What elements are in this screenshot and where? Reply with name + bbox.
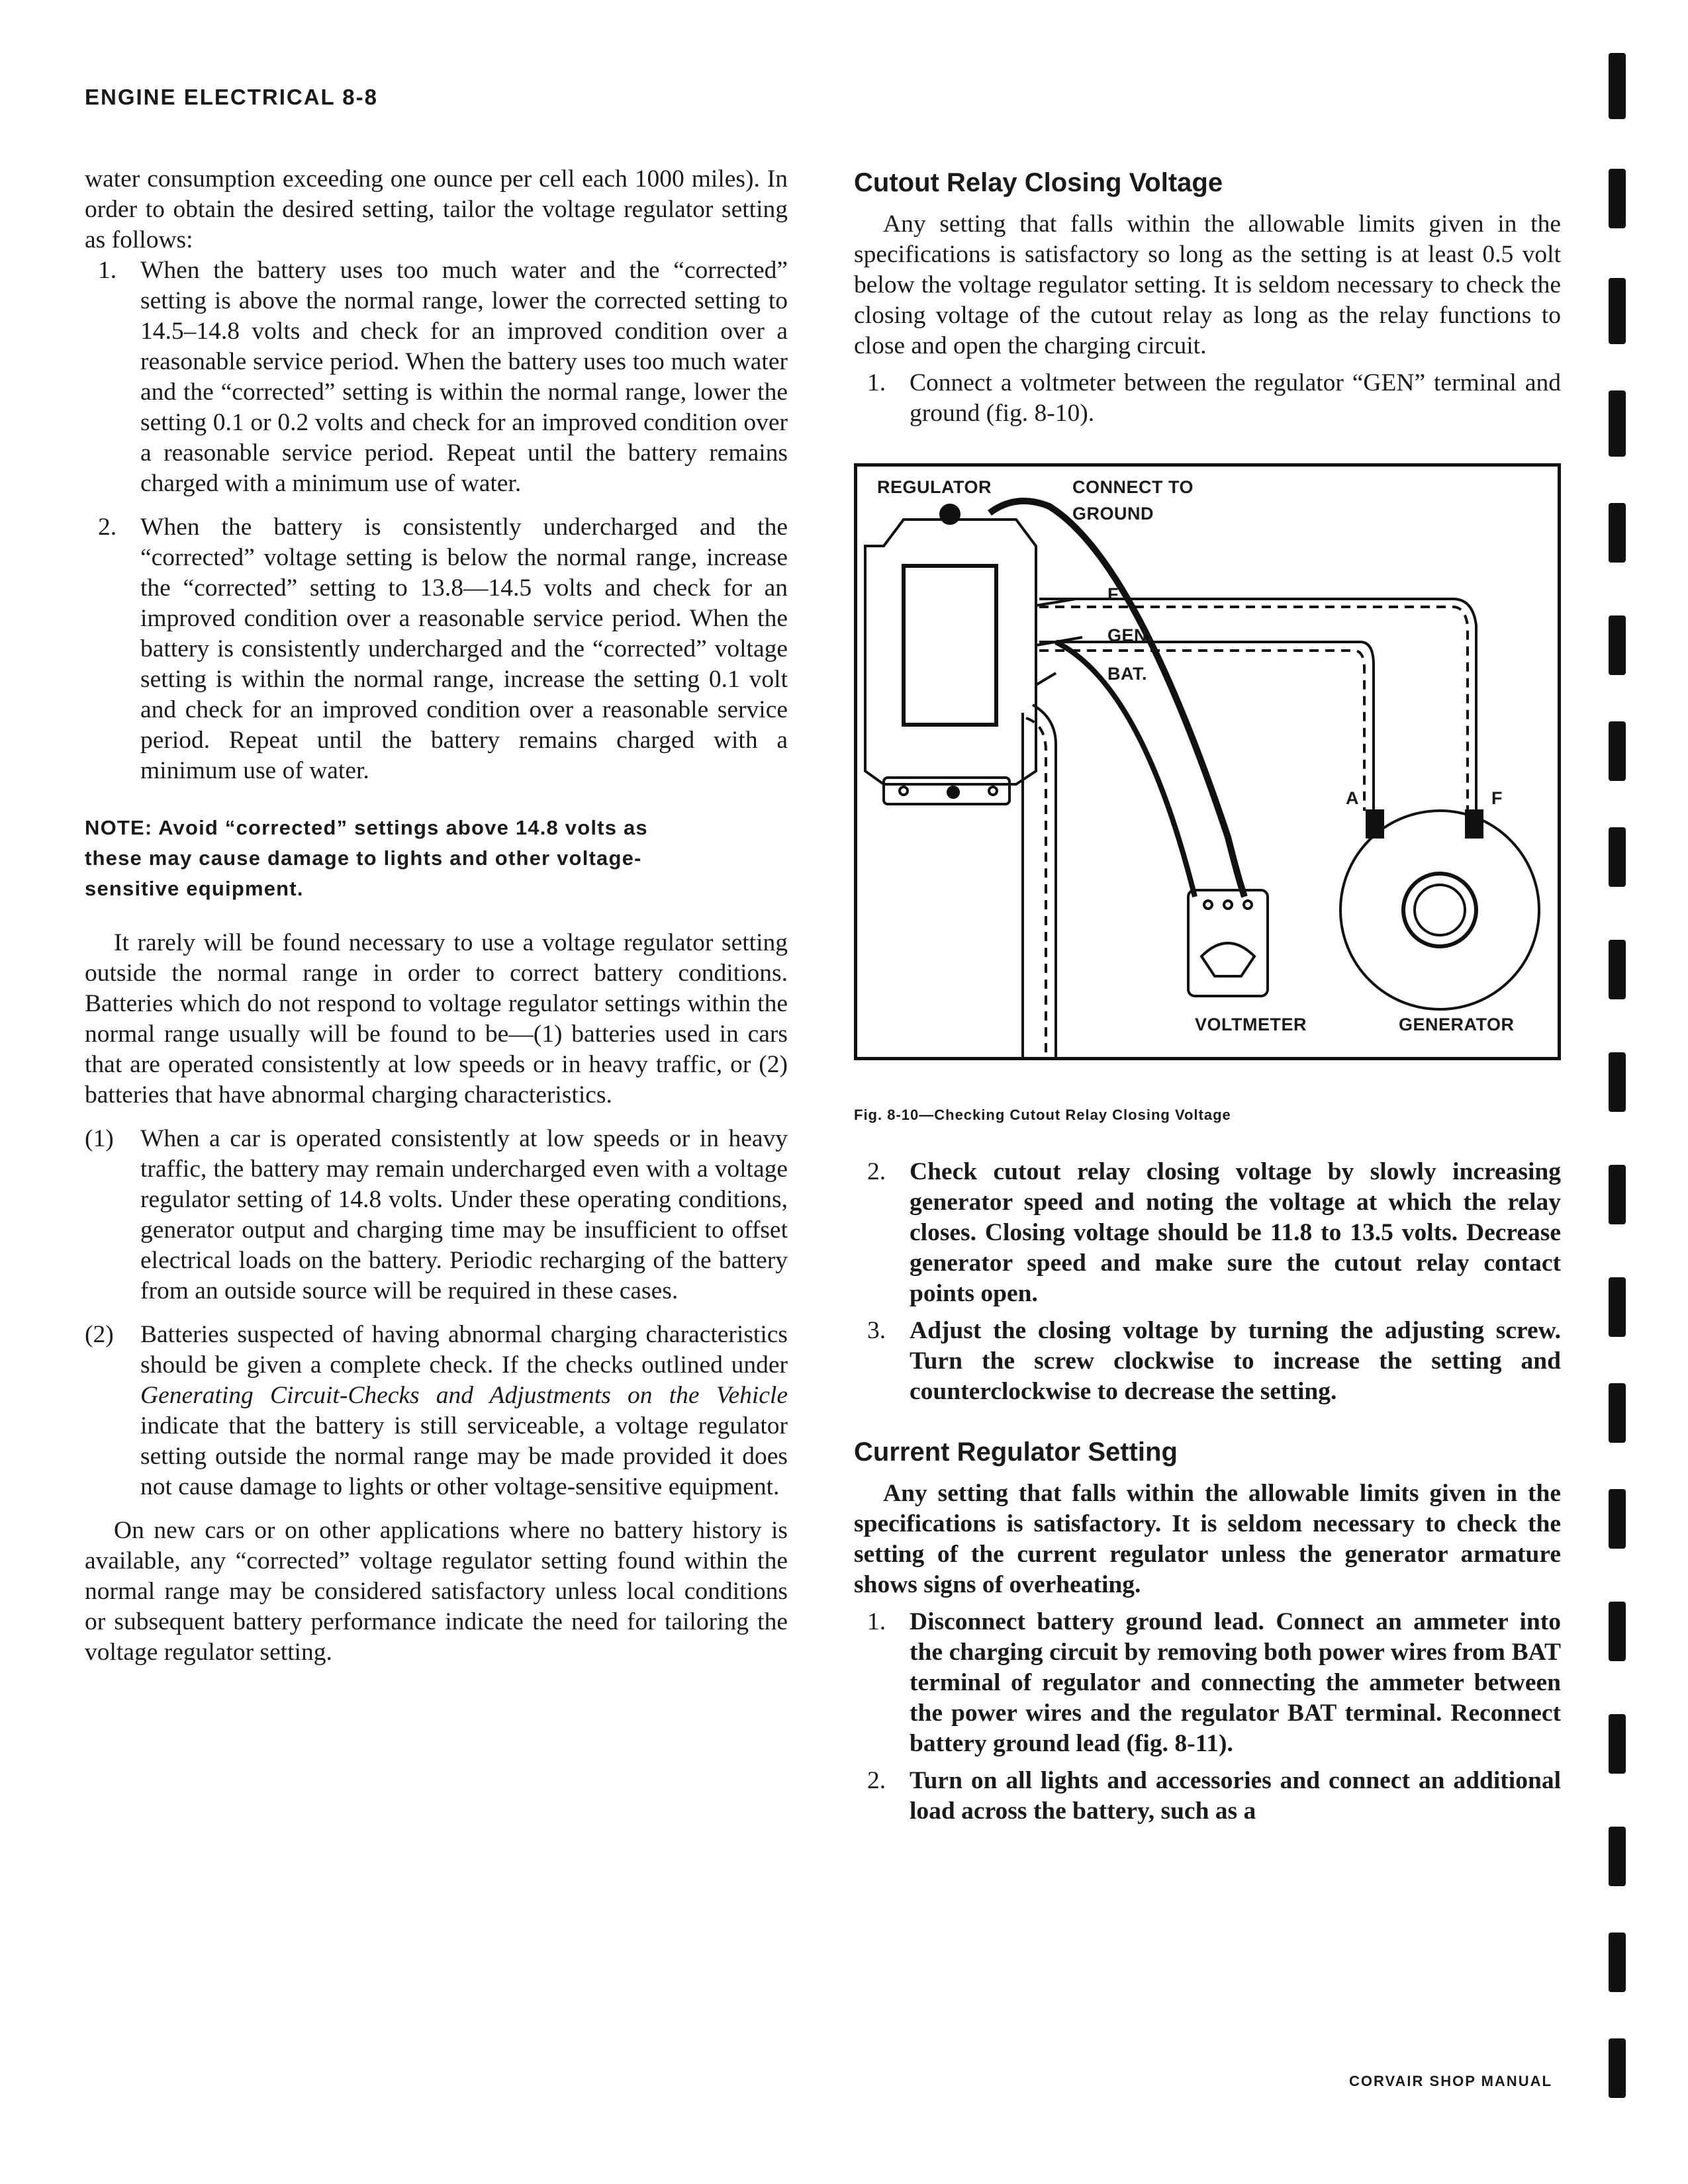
label-bat-terminal: BAT. [1107, 664, 1147, 684]
binder-mark [1609, 278, 1626, 344]
step-text: Check cutout relay closing voltage by slowly increasing generator speed and noting the voltage at which the relay closes. Closing voltage should be 11.8 to 13.5 volts. Decrease generator speed and make sure the cutout relay contact points open. [910, 1158, 1561, 1307]
binder-mark [1609, 1489, 1626, 1549]
binder-mark [1609, 1383, 1626, 1443]
binder-mark [1609, 615, 1626, 675]
label-connect-to: CONNECT TO [1072, 477, 1194, 497]
paragraph: Any setting that falls within the allowable limits given in the specifications is satisfactory so long as the setting is at least 0.5 volt below the voltage regulator setting. It is seldom necessary to check the closing voltage of the cutout relay as long as the relay functions to close and open the charging circuit. [854, 210, 1561, 359]
paragraph: It rarely will be found necessary to use a voltage regulator setting outside the normal range in order to correct battery conditions. Batteries which do not respond to voltage regulator settings within the normal range usually will be found to be—(1) batteries used in cars that are operated consistently at low speeds or in heavy traffic, or (2) batteries that have abnormal charging characteristics. [85, 929, 788, 1109]
note-text: NOTE: Avoid “corrected” settings above 14.8 volts as these may cause damage to lights and other voltage-sensitive equipment. [85, 816, 648, 900]
section-heading: Current Regulator Setting [854, 1437, 1178, 1467]
procedure-steps [854, 1607, 1561, 1827]
case-list [85, 1124, 788, 1502]
step-text: Connect a voltmeter between the regulator “GEN” terminal and ground (fig. 8-10). [910, 369, 1561, 427]
case-number: (2) [85, 1321, 114, 1348]
binder-mark [1609, 1165, 1626, 1224]
right-column [854, 164, 1561, 1827]
wiring-diagram [857, 467, 1558, 1057]
step-number: 1. [867, 369, 886, 396]
list-item [854, 1766, 1561, 1827]
list-item [85, 1124, 788, 1306]
binder-mark [1609, 940, 1626, 999]
list-item [854, 1157, 1561, 1309]
label-generator: GENERATOR [1399, 1015, 1515, 1034]
list-item [85, 255, 788, 499]
binder-mark [1609, 827, 1626, 887]
binder-mark [1609, 1933, 1626, 1992]
step-number: 2. [98, 514, 117, 541]
step-text: Disconnect battery ground lead. Connect an ammeter into the charging circuit by removing both power wires from BAT terminal of regulator and connecting the ammeter between the power wires and the regulator BAT terminal. Reconnect battery ground lead (fig. 8-11). [910, 1608, 1561, 1757]
paragraph: On new cars or on other applications where no battery history is available, any “corrected” voltage regulator setting found within the normal range may be considered satisfactory unless local conditions or subsequent battery performance indicate the need for tailoring the voltage regulator setting. [85, 1517, 788, 1666]
section-heading: Cutout Relay Closing Voltage [854, 168, 1223, 197]
step-text: Adjust the closing voltage by turning the adjusting screw. Turn the screw clockwise to increase the setting and counterclockwise to decrease the setting. [910, 1317, 1561, 1405]
label-f-terminal: F. [1107, 584, 1123, 604]
page-footer: CORVAIR SHOP MANUAL [1349, 2073, 1552, 2089]
list-item [854, 1607, 1561, 1759]
step-text: When the battery uses too much water and the “corrected” setting is above the normal range, lower the corrected setting to 14.5–14.8 volts and check for an improved condition over a reasonable service period. When the battery uses too much water and the “corrected” setting is within the normal range, lower the setting 0.1 or 0.2 volts and check for an improved condition over a reasonable service period. Repeat until the battery remains charged with a minimum use of water. [140, 257, 788, 497]
battery-wires [1023, 705, 1056, 1057]
step-number: 1. [98, 257, 117, 284]
label-gen-terminal: GEN. [1107, 625, 1153, 645]
paragraph: Any setting that falls within the allowable limits given in the specifications is satisfactory. It is seldom necessary to check the setting of the current regulator unless the generator armature shows signs of overheating. [854, 1480, 1561, 1598]
label-ground: GROUND [1072, 504, 1154, 523]
voltmeter-illustration [1188, 890, 1268, 996]
list-item [854, 368, 1561, 429]
case-number: (1) [85, 1125, 114, 1152]
voltmeter-leads [990, 501, 1244, 897]
label-f-generator-terminal: F [1491, 788, 1503, 808]
step-number: 2. [867, 1767, 886, 1794]
field-wire [1039, 599, 1476, 811]
binder-mark [1609, 1827, 1626, 1886]
binder-mark [1609, 1277, 1626, 1337]
tailoring-steps [85, 255, 788, 786]
left-column [85, 164, 788, 1668]
step-text: Turn on all lights and accessories and connect an additional load across the battery, such as a [910, 1767, 1561, 1825]
step-text: When the battery is consistently undercharged and the “corrected” voltage setting is below the normal range, increase the “corrected” setting to 13.8—14.5 volts and check for an improved condition over a reasonable service period. When the battery is consistently undercharged and the “corrected” voltage setting is within the normal range, increase the setting 0.1 volt and check for an improved condition over a reasonable service period. Repeat until the battery remains charged with a minimum use of water. [140, 514, 788, 784]
binder-mark [1609, 390, 1626, 457]
binder-mark [1609, 503, 1626, 563]
binder-mark [1609, 1602, 1626, 1661]
label-voltmeter: VOLTMETER [1195, 1015, 1307, 1034]
binder-mark [1609, 1714, 1626, 1774]
case-text: When a car is operated consistently at low speeds or in heavy traffic, the battery may remain undercharged even with a voltage regulator setting of 14.8 volts. Under these operating conditions, generator output and charging time may be insufficient to offset electrical loads on the battery. Periodic recharging of the battery from an outside source will be required in these cases. [140, 1125, 788, 1304]
step-number: 3. [867, 1317, 886, 1344]
regulator-illustration [865, 505, 1036, 804]
procedure-steps [854, 1157, 1561, 1407]
intro-paragraph: water consumption exceeding one ounce per cell each 1000 miles). In order to obtain the desired setting, tailor the voltage regulator setting as follows: [85, 165, 788, 253]
page-header: ENGINE ELECTRICAL 8-8 [85, 85, 378, 109]
step-number: 1. [867, 1608, 886, 1635]
step-number: 2. [867, 1158, 886, 1185]
binder-mark [1609, 2038, 1626, 2098]
procedure-steps [854, 368, 1561, 429]
figure-8-10 [854, 463, 1561, 1060]
label-regulator: REGULATOR [877, 477, 992, 497]
case-text-b: indicate that the battery is still serviceable, a voltage regulator setting outside the normal range may be made provided it does not cause damage to lights or other voltage-sensitive equipment. [140, 1412, 788, 1500]
binder-mark [1609, 169, 1626, 228]
binder-mark [1609, 1052, 1626, 1112]
list-item [85, 512, 788, 786]
label-a-terminal: A [1346, 788, 1359, 808]
figure-caption: Fig. 8-10—Checking Cutout Relay Closing Voltage [854, 1107, 1231, 1123]
case-text-reference: Generating Circuit-Checks and Adjustments on the Vehicle [140, 1382, 788, 1409]
list-item [854, 1316, 1561, 1407]
list-item [85, 1320, 788, 1502]
case-text-a: Batteries suspected of having abnormal charging characteristics should be given a complete check. If the checks outlined under [140, 1321, 788, 1379]
binder-mark [1609, 721, 1626, 781]
binder-mark [1609, 53, 1626, 119]
generator-illustration [1340, 811, 1539, 1009]
